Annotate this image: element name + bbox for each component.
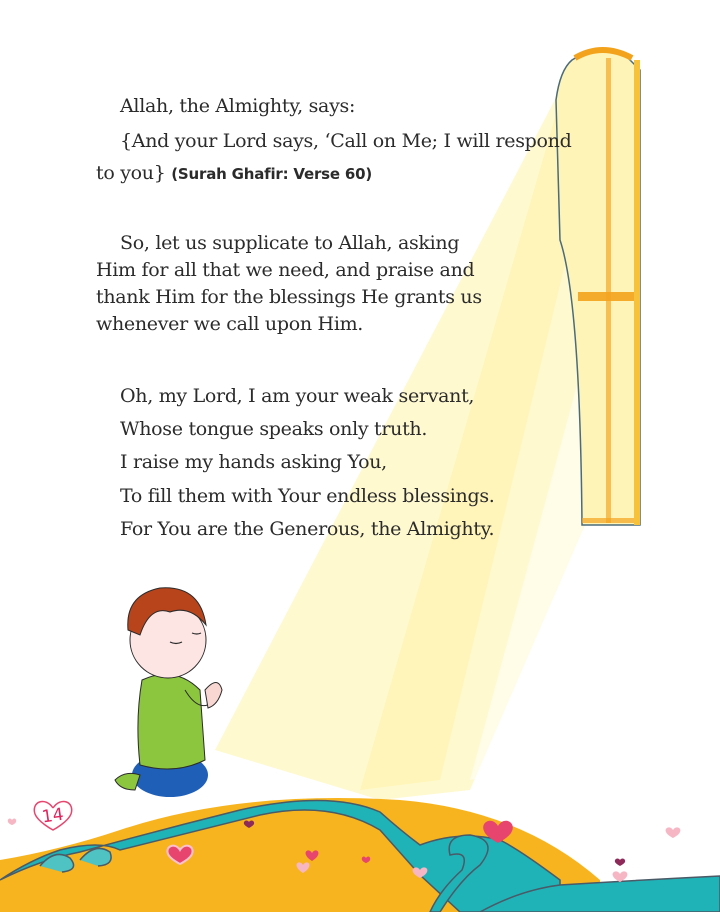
praying-boy xyxy=(115,588,222,797)
paragraph-line: thank Him for the blessings He grants us xyxy=(96,286,482,308)
poem-line: I raise my hands asking You, xyxy=(120,451,387,473)
paragraph-line: So, let us supplicate to Allah, asking xyxy=(120,232,460,254)
poem-line: For You are the Generous, the Almighty. xyxy=(120,518,495,540)
intro-line: Allah, the Almighty, says: xyxy=(120,95,356,117)
poem-line: Whose tongue speaks only truth. xyxy=(120,418,428,440)
waves xyxy=(0,798,720,912)
verse-reference: (Surah Ghafir: Verse 60) xyxy=(171,165,373,183)
quote-text: to you} xyxy=(96,162,166,184)
quote-line-2 xyxy=(96,162,372,184)
poem-line: To fill them with Your endless blessings. xyxy=(120,485,495,507)
paragraph-line: Him for all that we need, and praise and xyxy=(96,259,475,281)
poem-line: Oh, my Lord, I am your weak servant, xyxy=(120,385,475,407)
quote-line-1: {And your Lord says, ‘Call on Me; I will respond xyxy=(120,130,572,152)
paragraph-line: whenever we call upon Him. xyxy=(96,313,364,335)
page-number: 14 xyxy=(40,804,65,828)
